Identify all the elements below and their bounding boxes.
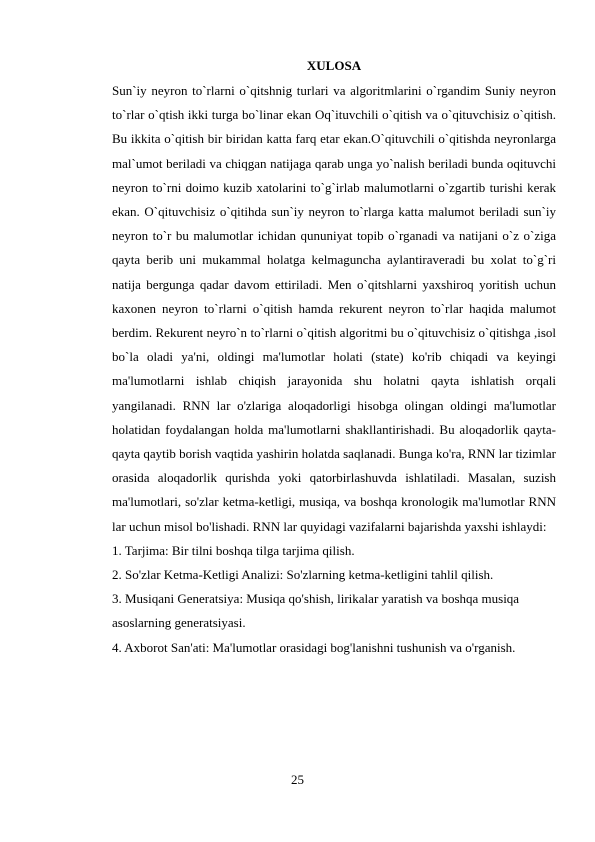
list-item-3: 3. Musiqani Generatsiya: Musiqa qo'shish, lirikalar yaratish va boshqa musiqa asoslarning generatsiyasi. [112,591,520,631]
list-item-2: 2. So'zlar Ketma-Ketligi Analizi: So'zlarning ketma-ketligini tahlil qilish. [112,567,494,583]
conclusion-paragraph: Sun`iy neyron to`rlarni o`qitshnig turlari va algoritmlarini o`rgandim Suniy neyron to`rlar o`qtish ikki turga bo`linar ekan Oq`ituvchili o`qitish va o`qituvchisiz o`qitish. Bu ikkita o`qitish bir biridan katta farq etar ekan.O`qituvchili o`qitishda neyronlarga mal`umot beriladi va chiqgan natijaga qarab unga yo`nalish beriladi bunda oqituvchi neyron to`rni doimo kuzib xatolarini to`g`irlab malumotlarni o`zgartib turishi kerak ekan. O`qituvchisiz o`qitihda sun`iy neyron to`rlarga katta malumot beriladi sun`iy neyron to`r bu malumotlar ichidan qununiyat topib o`rganadi va natijani o`z o`ziga qayta berib uni mukammal holatga kelmaguncha aylantiraveradi bu xolat to`g`ri natija bergunga qadar davom ettiriladi. Men o`qitshlarni yaxshiroq yoritish uchun kaxonen neyron to`rlarni o`qitish hamda rekurent neyron to`rlar haqida malumot berdim. Rekurent neyro`n to`rlarni o`qitish algoritmi bu o`qituvchisiz o`qitishga ,isol bo`la oladi ya'ni, oldingi ma'lumotlar holati (state) ko'rib chiqadi va keyingi ma'lumotlarni ishlab chiqish jarayonida shu holatni qayta ishlatish orqali yangilanadi. RNN lar o'zlariga aloqadorligi hisobga olingan oldingi ma'lumotlar holatidan foydalangan holda ma'lumotlarni shakllantirishadi. Bu aloqadorlik qayta-qayta qaytib borish vaqtida yashirin holatda saqlanadi. Bunga ko'ra, RNN lar tizimlar orasida aloqadorlik qurishda yoki qatorbirlashuvda ishlatiladi. Masalan, suzish ma'lumotlari, so'zlar ketma-ketligi, musiqa, va boshqa kronologik ma'lumotlar RNN lar uchun misol bo'lishadi. RNN lar quyidagi vazifalarni bajarishda yaxshi ishlaydi: [112,83,556,534]
section-title: XULOSA [306,58,362,73]
list-item-1: 1. Tarjima: Bir tilni boshqa tilga tarjima qilish. [112,542,355,558]
document-page [112,56,556,660]
list-item-4: 4. Axborot San'ati: Ma'lumotlar orasidagi bog'lanishni tushunish va o'rganish. [112,639,516,655]
page-number: 25 [291,772,304,787]
